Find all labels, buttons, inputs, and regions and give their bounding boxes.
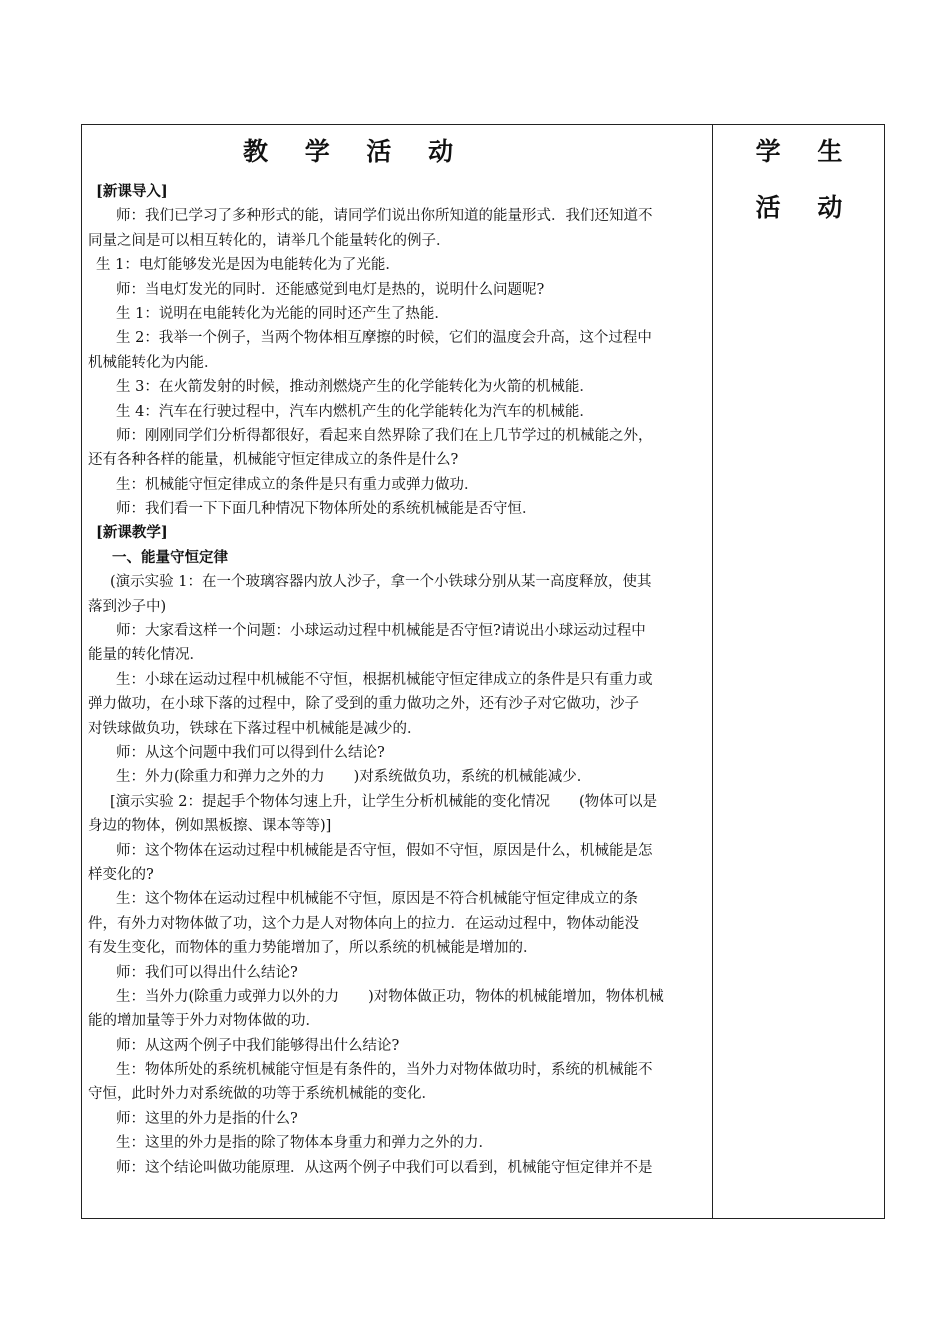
- text-line: 对铁球做负功，铁球在下落过程中机械能是减少的．: [88, 720, 422, 737]
- text-line: 生：这个物体在运动过程中机械能不守恒，原因是不符合机械能守恒定律成立的条: [116, 891, 638, 908]
- section-label-intro: [新课导入]: [96, 183, 168, 200]
- text-line: 身边的物体，例如黑板擦、课本等等)]: [88, 818, 332, 835]
- text-line: 生：当外力(除重力或弹力以外的力 )对物体做正功，物体的机械能增加，物体机械: [116, 988, 664, 1005]
- text-line: 件，有外力对物体做了功，这个力是人对物体向上的拉力．在运动过程中，物体动能没: [88, 915, 639, 932]
- text-line: 师：从这个问题中我们可以得到什么结论?: [116, 744, 385, 761]
- text-line: 生：外力(除重力和弹力之外的力 )对系统做负功，系统的机械能减少．: [116, 769, 592, 786]
- text-line: 师：这个物体在运动过程中机械能是否守恒，假如不守恒，原因是什么，机械能是怎: [116, 842, 653, 859]
- teacher-activity-heading: 教 学 活 动: [243, 137, 468, 166]
- text-line: 师：这个结论叫做功能原理．从这两个例子中我们可以看到，机械能守恒定律并不是: [116, 1159, 653, 1176]
- text-line: 生：物体所处的系统机械能守恒是有条件的，当外力对物体做功时，系统的机械能不: [116, 1062, 653, 1079]
- text-line: 能的增加量等于外力对物体做的功．: [88, 1013, 320, 1030]
- text-line: 师：当电灯发光的同时．还能感觉到电灯是热的，说明什么问题呢?: [116, 281, 545, 298]
- text-line: 守恒，此时外力对系统做的功等于系统机械能的变化．: [88, 1086, 436, 1103]
- text-line: [演示实验 2：提起手个物体匀速上升，让学生分析机械能的变化情况 (物体可以是: [110, 793, 658, 810]
- section-label-teaching: [新课教学]: [96, 524, 168, 542]
- student-activity-heading: 学 生 活 动: [755, 137, 857, 222]
- text-line: 师：这里的外力是指的什么?: [116, 1110, 298, 1127]
- text-line: 生 4：汽车在行驶过程中，汽车内燃机产生的化学能转化为汽车的机械能．: [116, 403, 594, 420]
- teacher-activity-column: [88, 124, 706, 1214]
- text-line: 还有各种各样的能量，机械能守恒定律成立的条件是什么?: [88, 452, 459, 469]
- text-line: 同量之间是可以相互转化的，请举几个能量转化的例子．: [88, 232, 451, 249]
- text-line: 能量的转化情况．: [88, 647, 204, 664]
- text-line: 师：我们可以得出什么结论?: [116, 964, 298, 981]
- text-line: 生 3：在火箭发射的时候，推动剂燃烧产生的化学能转化为火箭的机械能．: [116, 379, 594, 396]
- text-line: 生 1：说明在电能转化为光能的同时还产生了热能．: [116, 305, 449, 322]
- text-line: 师：刚刚同学们分析得都很好，看起来自然界除了我们在上几节学过的机械能之外，: [116, 427, 653, 444]
- text-line: 落到沙子中): [88, 598, 167, 615]
- text-line: 机械能转化为内能．: [88, 354, 219, 371]
- text-line: 生 2：我举一个例子，当两个物体相互摩擦的时候，它们的温度会升高，这个过程中: [116, 330, 652, 347]
- text-line: 生：机械能守恒定律成立的条件是只有重力或弹力做功．: [116, 476, 479, 493]
- text-line: 生：这里的外力是指的除了物体本身重力和弹力之外的力．: [116, 1135, 493, 1152]
- text-line: 弹力做功，在小球下落的过程中，除了受到的重力做功之外，还有沙子对它做功，沙子: [88, 696, 639, 713]
- text-line: 师：大家看这样一个问题：小球运动过程中机械能是否守恒?请说出小球运动过程中: [116, 623, 646, 640]
- text-line: 生：小球在运动过程中机械能不守恒，根据机械能守恒定律成立的条件是只有重力或: [116, 671, 653, 688]
- text-line: 师：我们看一下下面几种情况下物体所处的系统机械能是否守恒．: [116, 501, 537, 518]
- text-line: 师：我们已学习了多种形式的能，请同学们说出你所知道的能量形式．我们还知道不: [116, 208, 653, 225]
- section-heading-energy-conservation: 一、能量守恒定律: [112, 548, 228, 566]
- text-line: 有发生变化，而物体的重力势能增加了，所以系统的机械能是增加的．: [88, 940, 538, 957]
- text-line: 样变化的?: [88, 866, 154, 883]
- text-line: 师：从这两个例子中我们能够得出什么结论?: [116, 1037, 400, 1054]
- text-line: 生 1：电灯能够发光是因为电能转化为了光能．: [96, 257, 400, 274]
- text-line: (演示实验 1：在一个玻璃容器内放人沙子，拿一个小铁球分别从某一高度释放，使其: [110, 574, 652, 591]
- student-activity-column: [713, 124, 885, 1214]
